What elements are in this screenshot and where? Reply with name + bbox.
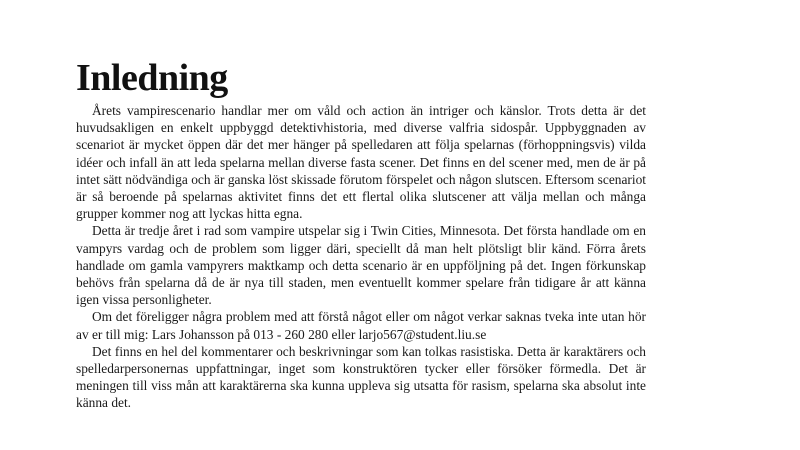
page-title: Inledning [76,57,228,99]
paragraph-intro: Årets vampirescenario handlar mer om våld och action än intriger och känslor. Trots detta är det huvudsakligen en enkelt uppbyggd detektivhistoria, med diverse valfria sidospår. Uppbyggnaden av scenariot är mycket öppen där det mer hänger på spelledaren att följa spelarnas (förhoppningsvis) vilda idéer och infall än att leda spelarna mellan diverse fasta scener. Det finns en del scener med, men de är på intet sätt nödvändiga och är ganska löst skissade förutom förspelet och någon slutscen. Eftersom scenariot är så beroende på spelarnas aktivitet finns det ett flertal olika slutscener att välja mellan och många grupper kommer nog att lyckas hitta egna. [76,103,646,222]
document-page [76,58,646,412]
body-text [76,102,646,412]
paragraph-contact: Om det föreligger några problem med att förstå något eller om något verkar saknas tveka inte utan hör av er till mig: Lars Johansson på 013 - 260 280 eller larjo567@student.liu.se [76,309,646,342]
paragraph-disclaimer: Det finns en hel del kommentarer och beskrivningar som kan tolkas rasistiska. Detta är karaktärers och spelledarpersonernas uppfattningar, inget som konstruktören tycker eller försöker förmedla. Det är meningen till viss mån att karaktärerna ska kunna uppleva sig utsatta för rasism, spelarna ska absolut inte känna det. [76,343,646,411]
paragraph-setting: Detta är tredje året i rad som vampire utspelar sig i Twin Cities, Minnesota. Det första handlade om en vampyrs vardag och de problem som ligger däri, speciellt då man helt plötsligt blir känd. Förra årets handlade om gamla vampyrers maktkamp och detta scenario är en uppföljning på det. Ingen förkunskap behövs från spelarna då de är nya till staden, men eventuellt kommer spelare från tidigare år att känna igen vissa personligheter. [76,223,646,308]
